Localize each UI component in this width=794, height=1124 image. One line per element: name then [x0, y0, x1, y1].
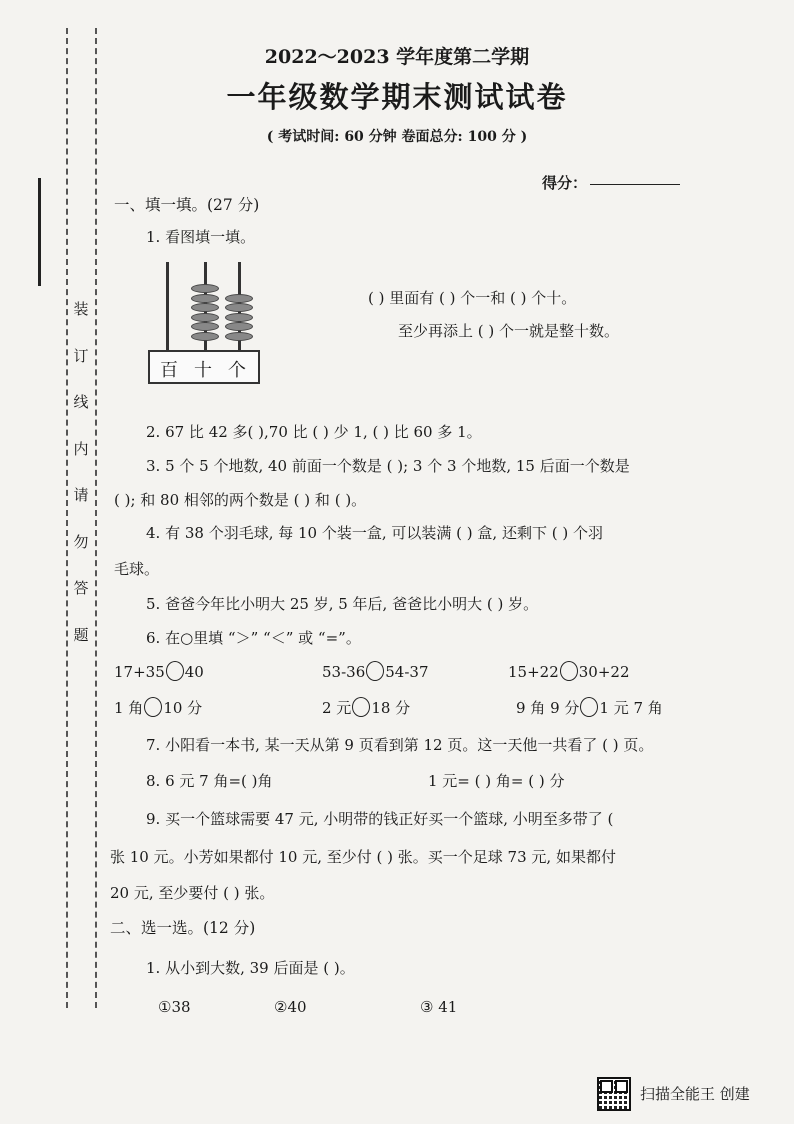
exam-title: 一年级数学期末测试试卷: [226, 80, 568, 114]
compare-circle[interactable]: [144, 697, 162, 717]
compare-right: 1 元 7 角: [599, 699, 663, 717]
abacus-bead: [225, 322, 253, 331]
abacus-label-ones: 个: [228, 360, 246, 381]
compare-left: 17+35: [114, 663, 165, 681]
abacus-bead: [191, 332, 219, 341]
scan-edge-mark: [38, 178, 41, 286]
abacus-base: [148, 350, 260, 384]
section-1-heading: 一、填一填。(27 分): [114, 196, 260, 214]
abacus-bead: [191, 322, 219, 331]
compare-right: 40: [184, 663, 204, 681]
option-1[interactable]: ①38: [158, 998, 191, 1016]
compare-right: 54-37: [385, 663, 429, 681]
abacus-bead: [191, 303, 219, 312]
abacus-bead: [225, 332, 253, 341]
compare-item: [322, 661, 429, 681]
compare-item: [322, 697, 410, 718]
question-5: 5. 爸爸今年比小明大 25 岁, 5 年后, 爸爸比小明大 ( ) 岁。: [146, 595, 539, 613]
compare-left: 9 角 9 分: [516, 699, 580, 717]
question-8-part-a: 8. 6 元 7 角=( )角: [146, 772, 273, 790]
binding-char: 答: [73, 579, 89, 597]
section-2-question-1: 1. 从小到大数, 39 后面是 ( )。: [146, 959, 355, 977]
abacus-bead: [191, 284, 219, 293]
compare-left: 2 元: [322, 699, 352, 717]
option-3[interactable]: ③ 41: [420, 998, 458, 1016]
exam-info: ( 考试时间: 60 分钟 卷面总分: 100 分 ): [266, 129, 528, 145]
qr-code-icon: [597, 1077, 631, 1111]
binding-char: 勿: [73, 532, 89, 551]
question-1-prompt: 1. 看图填一填。: [146, 228, 256, 246]
question-4-line-1: 4. 有 38 个羽毛球, 每 10 个装一盒, 可以装满 ( ) 盒, 还剩下 ( ) 个羽: [146, 524, 603, 542]
score-label: 得分：: [542, 174, 588, 192]
binding-char: 装: [73, 300, 89, 318]
abacus-bead: [225, 294, 253, 303]
compare-circle[interactable]: [352, 697, 370, 717]
section-2-heading: 二、选一选。(12 分): [110, 919, 256, 937]
school-year: 2022～2023 学年度第二学期: [264, 46, 530, 68]
question-7: 7. 小阳看一本书, 某一天从第 9 页看到第 12 页。这一天他一共看了 ( ) 页。: [146, 736, 654, 754]
question-1-line-1: ( ) 里面有 ( ) 个一和 ( ) 个十。: [368, 289, 577, 307]
abacus-rod-hundreds: [166, 262, 169, 350]
compare-circle[interactable]: [366, 661, 384, 681]
abacus-label-hundreds: 百: [160, 360, 178, 381]
scanner-watermark: 扫描全能王 创建: [640, 1085, 750, 1103]
binding-dashed-line-left: [66, 28, 68, 1008]
question-1-line-2: 至少再添上 ( ) 个一就是整十数。: [398, 322, 620, 340]
compare-circle[interactable]: [560, 661, 578, 681]
question-6-prompt: 6. 在○里填 “＞” “＜” 或 “=”。: [146, 629, 361, 647]
binding-char: 内: [73, 439, 89, 458]
binding-char: 线: [73, 393, 89, 411]
compare-right: 18 分: [371, 699, 411, 717]
abacus-figure: [148, 262, 260, 386]
compare-item: [114, 697, 202, 718]
compare-left: 15+22: [508, 663, 559, 681]
compare-right: 10 分: [163, 699, 203, 717]
question-2: 2. 67 比 42 多( ),70 比 ( ) 少 1, ( ) 比 60 多 1。: [146, 423, 482, 441]
compare-left: 53-36: [322, 663, 366, 681]
abacus-bead: [225, 313, 253, 322]
question-9-line-2: 张 10 元。小芳如果都付 10 元, 至少付 ( ) 张。买一个足球 73 元, 如果都付: [110, 848, 616, 866]
question-9-line-3: 20 元, 至少要付 ( ) 张。: [110, 884, 275, 902]
compare-item: [508, 661, 630, 681]
compare-circle[interactable]: [166, 661, 184, 681]
question-3-line-1: 3. 5 个 5 个地数, 40 前面一个数是 ( ); 3 个 3 个地数, 15 后面一个数是: [146, 457, 630, 475]
abacus-label-tens: 十: [194, 360, 212, 381]
question-8-part-b: 1 元= ( ) 角= ( ) 分: [428, 772, 565, 790]
binding-dashed-line-right: [95, 28, 97, 1008]
score-blank[interactable]: [590, 184, 680, 185]
abacus-bead: [191, 294, 219, 303]
question-4-line-2: 毛球。: [114, 560, 160, 578]
compare-circle[interactable]: [580, 697, 598, 717]
compare-left: 1 角: [114, 699, 144, 717]
compare-right: 30+22: [578, 663, 630, 681]
compare-item: [114, 661, 204, 681]
abacus-bead: [225, 303, 253, 312]
question-9-line-1: 9. 买一个篮球需要 47 元, 小明带的钱正好买一个篮球, 小明至多带了 (: [146, 810, 614, 828]
question-3-line-2: ( ); 和 80 相邻的两个数是 ( ) 和 ( )。: [114, 491, 367, 509]
binding-char: 请: [73, 486, 89, 504]
option-2[interactable]: ②40: [274, 998, 307, 1016]
binding-char: 订: [73, 346, 89, 365]
compare-item: [516, 697, 663, 718]
binding-char: 题: [73, 625, 89, 644]
abacus-bead: [191, 313, 219, 322]
